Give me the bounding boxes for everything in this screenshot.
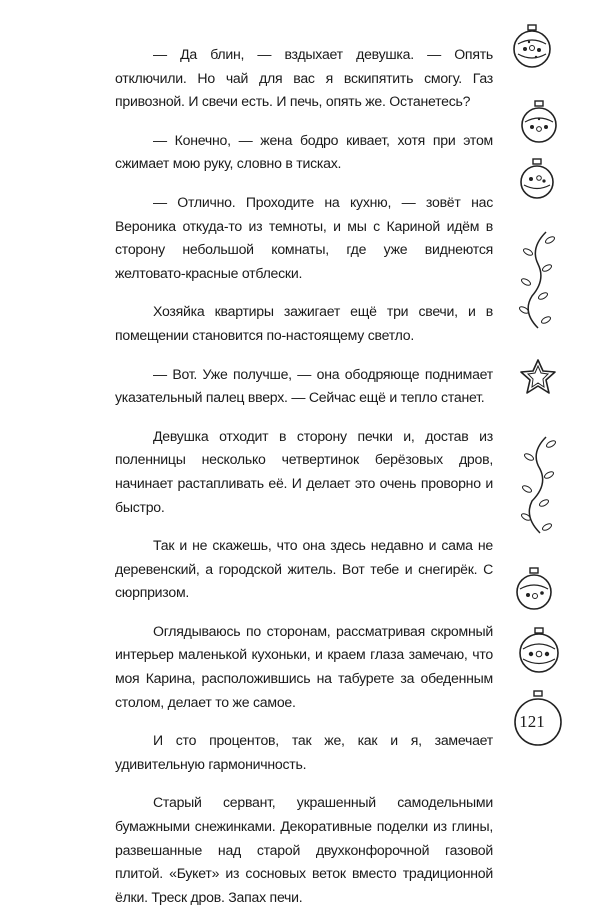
page-number: 121 (519, 712, 545, 731)
christmas-ball-icon (518, 627, 560, 675)
christmas-ball-icon (518, 158, 556, 202)
christmas-ball-icon (512, 24, 552, 70)
christmas-ball-icon (514, 567, 554, 613)
paragraph: Старый сервант, украшенный самодельными бумажными снежинками. Декоративные поделки из глины, развешанные над старой двухконфорочной газовой плитой. «Букет» из сосновых веток вместо традиционной ёлки. Треск дров. Запах печи. (115, 794, 493, 905)
paragraph: И сто процентов, так же, как и я, замечает удивительную гармоничность. (115, 732, 493, 772)
paragraph: Так и не скажешь, что она здесь недавно и сама не деревенский, а городской житель. Вот тебе и снегирёк. С сюрпризом. (115, 537, 493, 601)
paragraph: — Да блин, — вздыхает девушка. — Опять отключили. Но чай для вас я вскипятить смогу. Газ привозной. И свечи есть. И печь, опять же. Останетесь? (115, 46, 493, 110)
paragraph: Хозяйка квартиры зажигает ещё три свечи, и в помещении становится по-настоящему светло. (115, 303, 493, 343)
paragraph: Девушка отходит в сторону печки и, достав из поленницы несколько четвертинок берёзовых дров, начинает растапливать её. И делает это очень проворно и быстро. (115, 427, 493, 515)
pine-garland-icon (516, 230, 556, 330)
paragraph: — Вот. Уже получше, — она ободряюще поднимает указательный палец вверх. — Сейчас ещё и тепло станет. (115, 365, 493, 406)
paragraph: — Конечно, — жена бодро кивает, хотя при этом сжимает мою руку, словно в тисках. (115, 131, 493, 172)
pine-garland-icon (518, 435, 558, 535)
margin-decorations (500, 0, 600, 750)
christmas-ball-icon (520, 100, 558, 146)
body-text (115, 43, 493, 924)
star-ornament-icon (518, 357, 558, 397)
paragraph: — Отлично. Проходите на кухню, — зовёт нас Вероника откуда-то из темноты, и мы с Кариной идём в сторону небольшой комнаты, где уже виднеются желтовато-красные отблески. (115, 193, 493, 281)
paragraph: Оглядываюсь по сторонам, рассматривая скромный интерьер маленькой кухоньки, и краем глаза замечаю, что моя Карина, расположившись на табурете за обеденным столом, делает то же самое. (115, 622, 493, 710)
